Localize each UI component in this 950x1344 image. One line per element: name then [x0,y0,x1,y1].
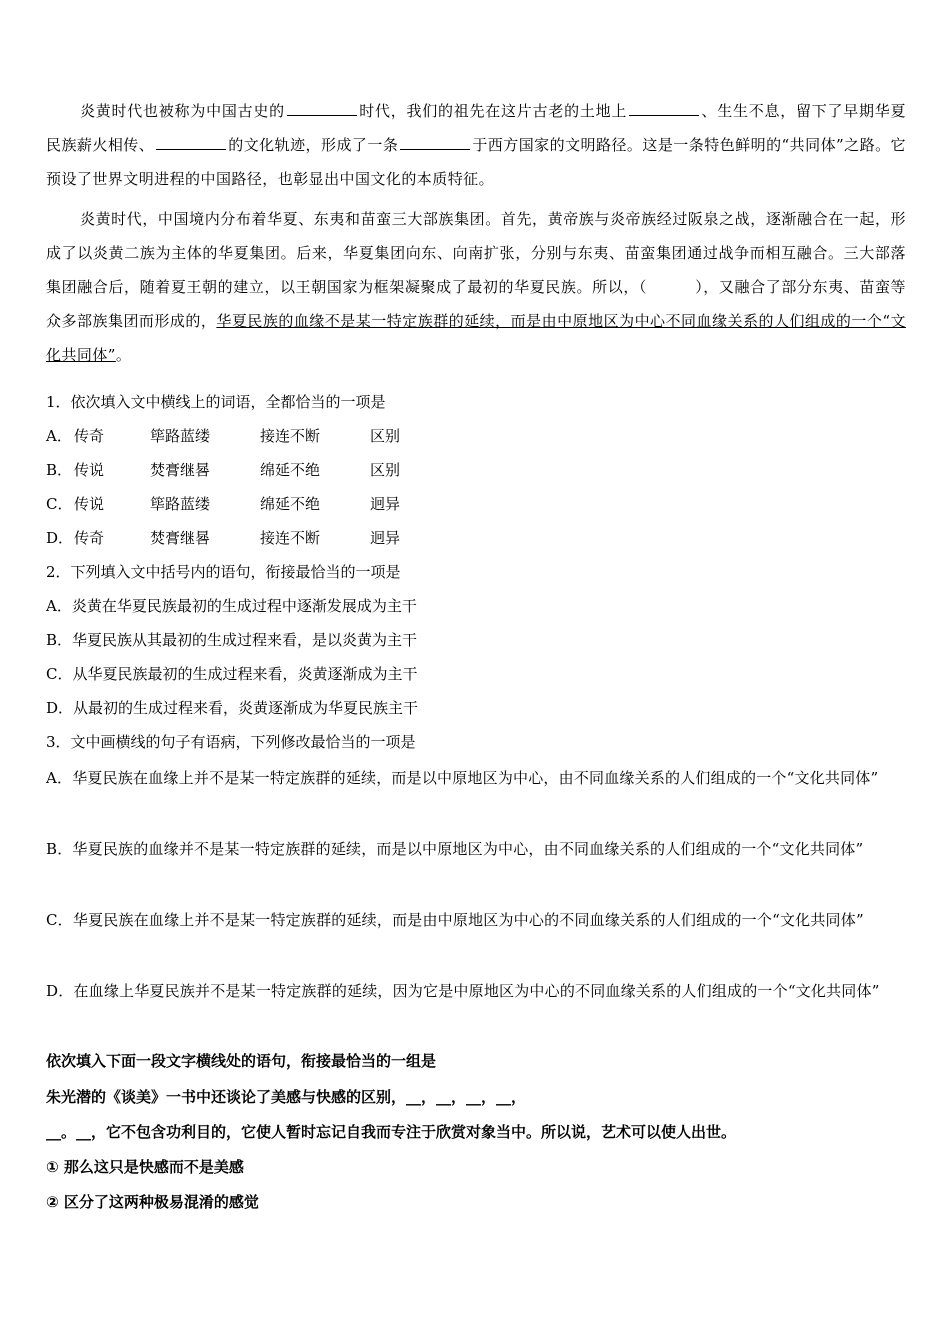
passage-text: 。 [115,346,132,364]
question-2-option-c: C．从华夏民族最初的生成过程来看，炎黄逐渐成为主干 [46,665,418,683]
question-1-option-d: D．传奇 焚膏继晷 接连不断 迥异 [46,529,401,547]
question-2-option-a: A．炎黄在华夏民族最初的生成过程中逐渐发展成为主干 [46,597,417,615]
question-1-stem: 1．依次填入文中横线上的词语，全都恰当的一项是 [46,393,386,411]
question-4-line-2: __。__，它不包含功利目的，它使人暂时忘记自我而专注于欣赏对象当中。所以说，艺术可以使人出世。 [46,1123,737,1141]
question-4-line-1: 朱光潜的《谈美》一书中还谈论了美感与快感的区别，__，__，__，__， [46,1088,527,1106]
underlined-sentence: 华夏民族的血缘不是某一特定族群的延续，而是由中原地区为中心不同血缘关系的人们组成的一个“文化共同体” [46,312,906,364]
question-3-option-d: D．在血缘上华夏民族并不是某一特定族群的延续，因为它是中原地区为中心的不同血缘关系的人们组成的一个“文化共同体” [46,982,880,1000]
question-3-option-c: C．华夏民族在血缘上并不是某一特定族群的延续，而是由中原地区为中心的不同血缘关系的人们组成的一个“文化共同体” [46,911,864,929]
passage-text: 炎黄时代，中国境内分布着华夏、东夷和苗蛮三大部族集团。首先，黄帝族与炎帝族经过阪泉之战，逐渐融合在一起，形成了以炎黄二族为主体的华夏集团。后来，华夏集团向东、向南扩张，分别与东夷、苗蛮集团通过战争而相互融合。三大部落集团融合后，随着夏王朝的建立，以王朝国家为框架凝聚成了最初的华夏民族。所以，（ [46,210,906,296]
passage-text: ），又融合了部分东夷、苗蛮等众多部族集团而形成的， [46,278,906,330]
question-4-item-1: ① 那么这只是快感而不是美感 [46,1158,244,1176]
question-4-item-2: ② 区分了这两种极易混淆的感觉 [46,1193,259,1211]
question-3-option-b: B．华夏民族的血缘并不是某一特定族群的延续，而是以中原地区为中心，由不同血缘关系的人们组成的一个“文化共同体” [46,840,864,858]
passage-text: 、生生不息，留下了早期华夏民族薪火相传、 [46,102,907,154]
passage-text: 炎黄时代也被称为中国古史的 [80,102,285,120]
fill-blank [400,148,470,150]
fill-blank [156,148,226,150]
question-1-option-b: B． 传说 焚膏继晷 绵延不绝 区别 [46,461,401,479]
passage-text: 时代，我们的祖先在这片古老的土地上 [358,102,628,120]
fill-blank [629,114,699,116]
question-1-option-c: C． 传说 筚路蓝缕 绵延不绝 迥异 [46,495,401,513]
question-2-option-b: B．华夏民族从其最初的生成过程来看，是以炎黄为主干 [46,631,418,649]
passage-paragraph-1 [46,94,906,196]
question-2-option-d: D．从最初的生成过程来看，炎黄逐渐成为华夏民族主干 [46,699,419,717]
fill-blank [287,114,357,116]
question-2-stem: 2．下列填入文中括号内的语句，衔接最恰当的一项是 [46,563,401,581]
question-1-option-a: A． 传奇 筚路蓝缕 接连不断 区别 [46,427,401,445]
passage-paragraph-2 [46,202,906,372]
question-3-option-a: A．华夏民族在血缘上并不是某一特定族群的延续，而是以中原地区为中心，由不同血缘关系的人们组成的一个“文化共同体” [46,769,879,787]
question-3-stem: 3．文中画横线的句子有语病，下列修改最恰当的一项是 [46,733,416,751]
passage-text: 的文化轨迹，形成了一条 [228,136,399,154]
question-4-stem: 依次填入下面一段文字横线处的语句，衔接最恰当的一组是 [46,1052,437,1070]
passage-text: 于西方国家的文明路径。这是一条特色鲜明的“共同体”之路。它预设了世界文明进程的中国路径，也彰显出中国文化的本质特征。 [46,136,907,188]
